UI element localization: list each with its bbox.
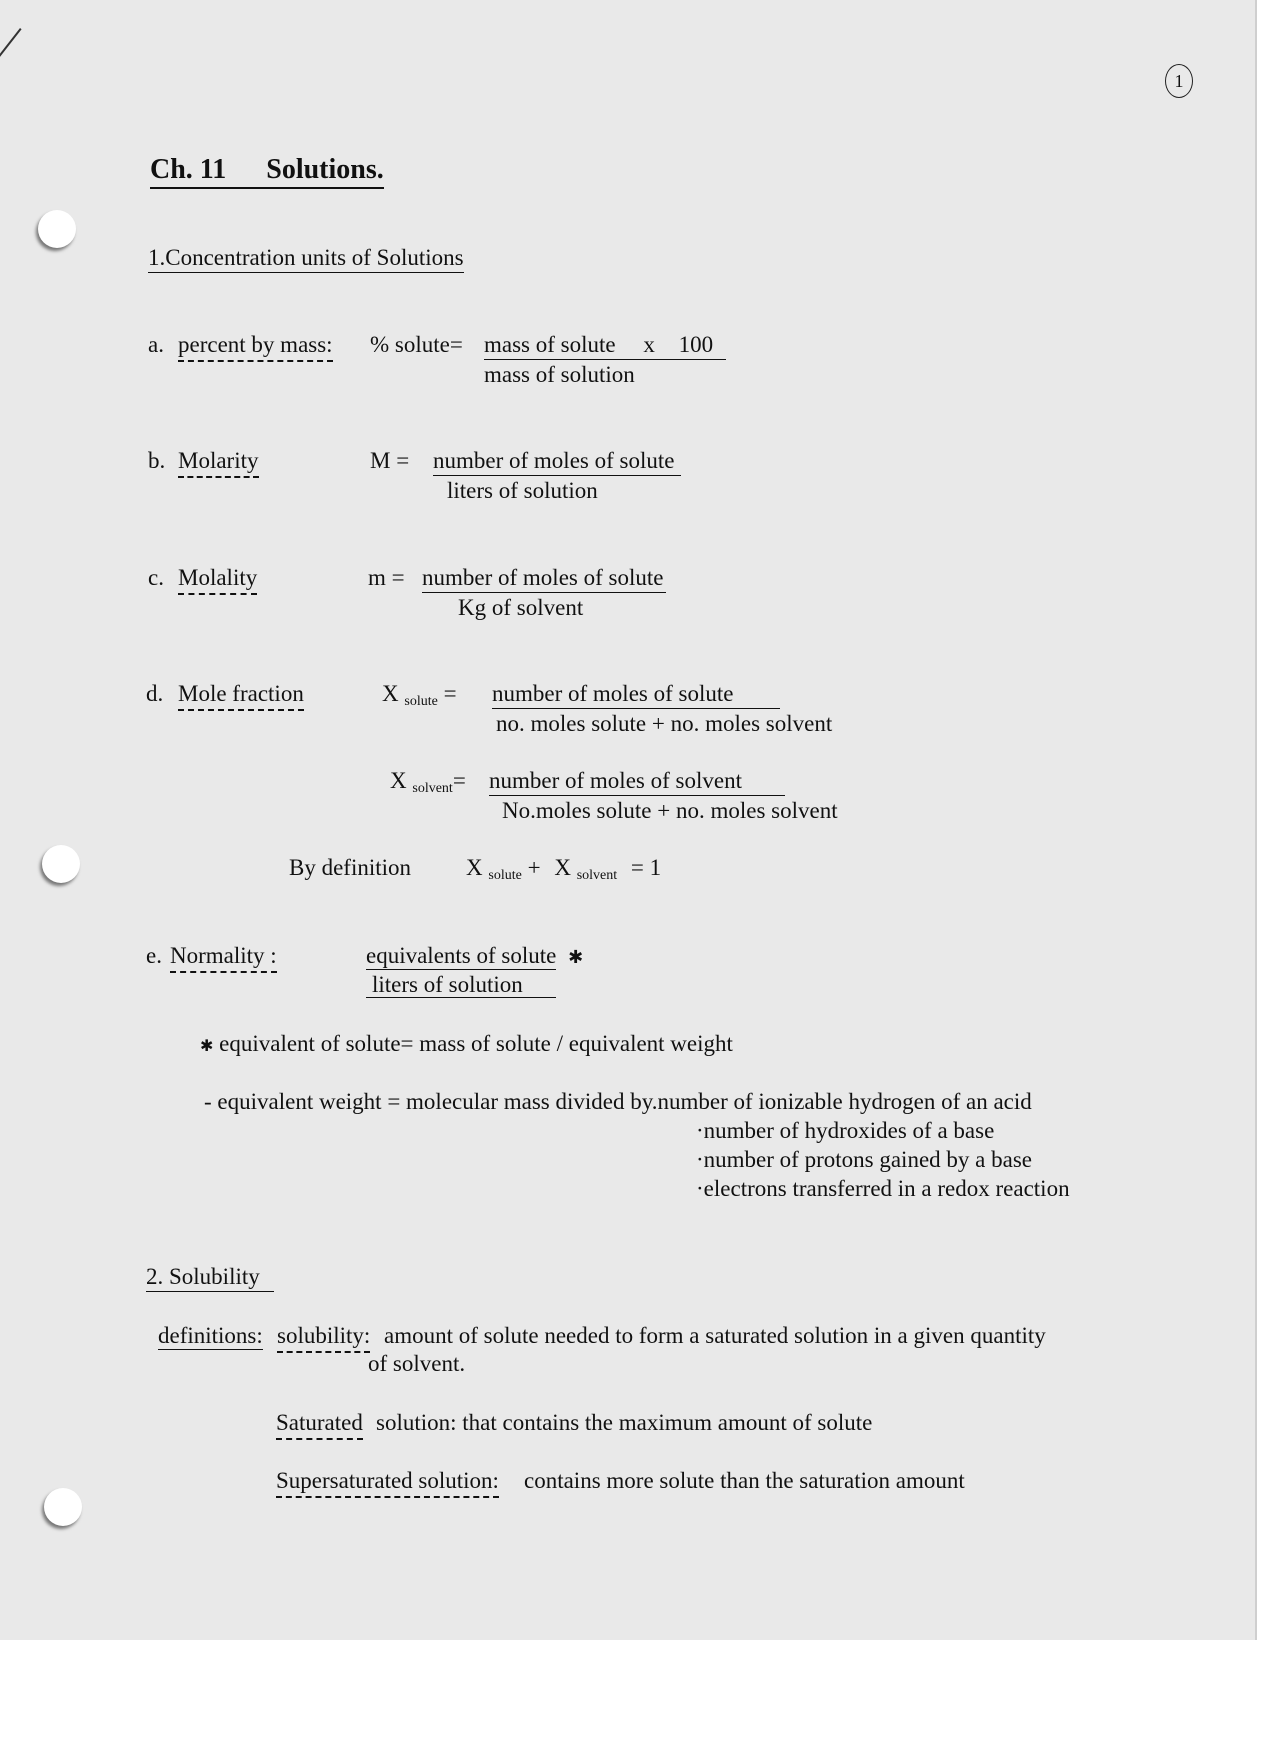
item-term: percent by mass: [178,332,333,362]
formula-numerator: number of moles of solute [422,565,666,593]
numerator-text: equivalents of solute [366,943,557,968]
bullet-item: ·number of protons gained by a base [696,1147,1032,1172]
equals-one: = 1 [630,855,662,880]
formula-lhs: % solute= [370,332,463,357]
symbol-x: X [466,855,483,880]
formula-lhs: M = [370,448,410,473]
item-term: Mole fraction [178,681,304,711]
binder-hole-icon [44,1488,82,1526]
formula-numerator: number of moles of solvent [489,768,785,796]
section-title: 1.Concentration units of Solutions [148,245,464,273]
binder-hole-icon [42,845,80,883]
dash-bullet: - [204,1089,212,1114]
definition-text: solution: that contains the maximum amount of solute [376,1410,873,1435]
plus-sign: + [527,855,541,880]
times-sign: x [643,332,655,357]
subscript: solvent [412,781,453,796]
asterisk-icon: ✱ [200,1038,214,1055]
definition-label: By definition [289,855,412,880]
fraction-bar [366,997,556,998]
definition-text-continued: of solvent. [368,1351,466,1376]
formula-denominator: liters of solution [447,478,598,503]
formula-numerator [484,332,726,360]
section-title: 2. Solubility [146,1264,274,1292]
equivalent-note [200,1031,733,1057]
bullet-text: number of protons gained by a base [703,1147,1032,1172]
note-text: equivalent of solute= mass of solute / equivalent weight [219,1031,733,1056]
chapter-label: Ch. 1 [150,154,213,185]
item-term: Normality : [170,943,277,973]
formula-lhs: m = [368,565,405,590]
chapter-heading [150,154,384,189]
bullet-item: number of ionizable hydrogen of an acid [657,1089,1032,1114]
symbol-x: X [382,681,399,706]
mole-fraction-solute-lhs [382,681,457,707]
note-text: equivalent weight = molecular mass divided by. [217,1089,658,1114]
chapter-title: Solutions. [266,154,384,185]
asterisk-icon: ✱ [568,947,584,967]
formula-denominator: liters of solution [372,972,523,997]
bullet-text: electrons transferred in a redox reaction [703,1176,1070,1201]
subscript: solute [488,868,522,883]
item-letter: c. [148,565,164,590]
pen-mark [0,28,22,84]
equals-sign: = [452,768,466,793]
definition-term: Saturated [276,1410,363,1440]
item-letter: a. [148,332,164,357]
subscript: solute [404,694,438,709]
page-number: 1 [1165,64,1193,98]
definition-term: Supersaturated solution: [276,1468,499,1498]
formula-numerator: number of moles of solute [433,448,681,476]
subscript: solvent [576,868,618,883]
formula-denominator: Kg of solvent [458,595,584,620]
definition-term: solubility: [277,1323,370,1353]
formula-denominator: No.moles solute + no. moles solvent [502,798,838,823]
definition-equation [466,855,661,881]
item-term: Molarity [178,448,259,478]
item-letter: b. [148,448,166,473]
formula-numerator: number of moles of solute [492,681,780,709]
item-term: Molality [178,565,257,595]
binder-hole-icon [38,210,76,248]
symbol-x: X [554,855,571,880]
item-letter: e. [146,943,162,968]
definition-text: amount of solute needed to form a saturated solution in a given quantity [384,1323,1046,1348]
definitions-label [158,1323,263,1349]
bullet-item: ·electrons transferred in a redox reaction [696,1176,1070,1201]
equivalent-weight-note [204,1089,1032,1115]
numerator-text: mass of solute [484,332,616,357]
chapter-digit: 1 [212,154,227,185]
multiplier: 100 [678,332,714,357]
formula-denominator: mass of solution [484,362,635,387]
label-text: definitions: [158,1323,263,1348]
formula-denominator: no. moles solute + no. moles solvent [496,711,833,736]
item-letter: d. [146,681,164,706]
symbol-x: X [390,768,407,793]
equals-sign: = [443,681,457,706]
normality-numerator [366,943,583,970]
bullet-item: ·number of hydroxides of a base [696,1118,995,1143]
mole-fraction-solvent-lhs [390,768,466,794]
bullet-text: number of hydroxides of a base [703,1118,995,1143]
definition-text: contains more solute than the saturation amount [524,1468,965,1493]
